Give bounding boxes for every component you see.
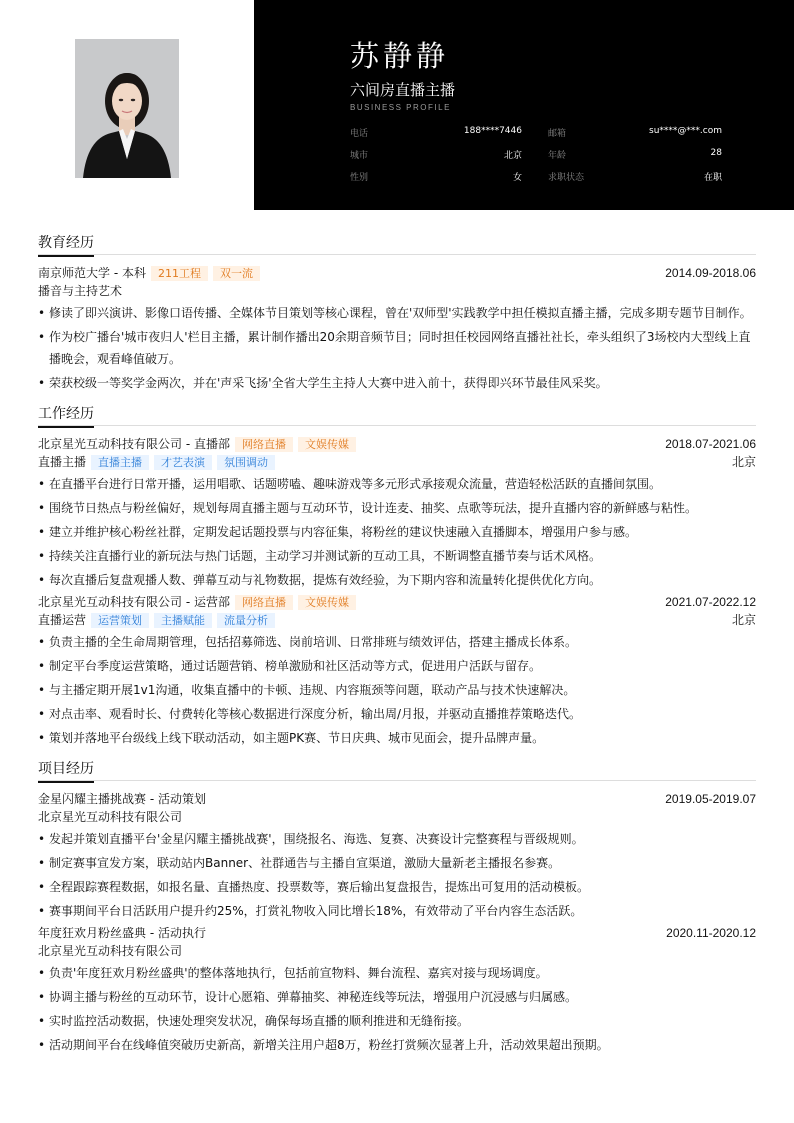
list-item: • 全程跟踪赛程数据，如报名量、直播热度、投票数等，赛后输出复盘报告，提炼出可复用的活动模板。 [38,876,756,898]
info-row [350,170,722,184]
tag-badge: 网络直播 [235,437,293,452]
list-item: • 在直播平台进行日常开播，运用唱歌、话题唠嗑、趣味游戏等多元形式承接观众流量，营造轻松活跃的直播间氛围。 [38,473,756,495]
list-item: • 制定平台季度运营策略，通过话题营销、榜单激励和社区活动等方式，促进用户活跃与留存。 [38,655,756,677]
profile-tag: BUSINESS PROFILE [350,103,451,112]
list-item: • 制定赛事宣发方案，联动站内Banner、社群通告与主播自宣渠道，激励大量新老主播报名参赛。 [38,852,756,874]
project-org: 北京星光互动科技有限公司 [38,944,183,958]
list-item: • 协调主播与粉丝的互动环节，设计心愿箱、弹幕抽奖、神秘连线等玩法，增强用户沉浸感与归属感。 [38,986,756,1008]
skill-badge: 才艺表演 [154,455,212,470]
bullet-list [38,631,756,749]
header-band [254,0,794,210]
list-item: • 对点击率、观看时长、付费转化等核心数据进行深度分析，输出周/月报，并驱动直播推荐策略迭代。 [38,703,756,725]
info-label: 城市 [350,151,369,161]
position-title: 直播主播 [38,455,87,469]
list-item: • 发起并策划直播平台'金星闪耀主播挑战赛'，围绕报名、海选、复赛、决赛设计完整赛程与晋级规则。 [38,828,756,850]
project-name: 金星闪耀主播挑战赛 - 活动策划 [38,792,206,806]
company-name: 北京星光互动科技有限公司 - 直播部 [38,437,230,451]
list-item: • 负责主播的全生命周期管理，包括招募筛选、岗前培训、日常排班与绩效评估，搭建主播成长体系。 [38,631,756,653]
projects-section [38,758,756,1056]
portrait-image [75,39,179,178]
info-value: 女 [512,173,522,183]
date-range: 2019.05-2019.07 [665,792,756,806]
info-row [350,126,722,140]
skill-badge: 流量分析 [217,613,275,628]
tag-badge: 网络直播 [235,595,293,610]
position-row [38,453,756,471]
job-header [38,593,756,611]
tag-badge: 文娱传媒 [298,595,356,610]
list-item: • 修读了即兴演讲、影像口语传播、全媒体节目策划等核心课程，曾在'双师型'实践教学中担任模拟直播主播，完成多期专题节目制作。 [38,302,756,324]
education-section [38,232,756,394]
bullet-list [38,962,756,1056]
date-range: 2014.09-2018.06 [665,266,756,280]
info-label: 邮箱 [548,129,567,139]
date-range: 2021.07-2022.12 [665,595,756,609]
section-title: 项目经历 [38,758,756,781]
info-value: 28 [710,148,722,158]
list-item: • 建立并维护核心粉丝社群，定期发起话题投票与内容征集，将粉丝的建议快速融入直播脚本，增强用户参与感。 [38,521,756,543]
candidate-role: 六间房直播主播 [350,81,456,99]
info-value: su****@***.com [649,126,722,136]
project-header [38,790,756,808]
list-item: • 持续关注直播行业的新玩法与热门话题，主动学习并测试新的互动工具，不断调整直播节奏与话术风格。 [38,545,756,567]
job-header [38,435,756,453]
date-range: 2020.11-2020.12 [666,926,756,940]
list-item: • 与主播定期开展1v1沟通，收集直播中的卡顿、违规、内容瓶颈等问题，联动产品与技术快速解决。 [38,679,756,701]
tag-badge: 文娱传媒 [298,437,356,452]
company-name: 北京星光互动科技有限公司 - 运营部 [38,595,230,609]
info-label: 性别 [350,173,369,183]
list-item: • 赛事期间平台日活跃用户提升约25%，打赏礼物收入同比增长18%，有效带动了平台内容生态活跃。 [38,900,756,922]
school-name: 南京师范大学 - 本科 [38,266,146,280]
list-item: • 活动期间平台在线峰值突破历史新高，新增关注用户超8万，粉丝打赏频次显著上升，活动效果超出预期。 [38,1034,756,1056]
work-section [38,403,756,749]
position-title: 直播运营 [38,613,87,627]
skill-badge: 主播赋能 [154,613,212,628]
section-title: 教育经历 [38,232,756,255]
info-label: 求职状态 [548,173,585,183]
tag-badge: 双一流 [213,266,260,281]
resume-content [38,232,756,1058]
bullet-list [38,473,756,591]
education-header [38,264,756,282]
skill-badge: 运营策划 [91,613,149,628]
major: 播音与主持艺术 [38,284,123,298]
project-name: 年度狂欢月粉丝盛典 - 活动执行 [38,926,206,940]
list-item: • 每次直播后复盘观播人数、弹幕互动与礼物数据，提炼有效经验，为下期内容和流量转化提供优化方向。 [38,569,756,591]
list-item: • 负责'年度狂欢月粉丝盛典'的整体落地执行，包括前宣物料、舞台流程、嘉宾对接与现场调度。 [38,962,756,984]
info-value: 在职 [703,173,722,183]
list-item: • 围绕节日热点与粉丝偏好，规划每周直播主题与互动环节，设计连麦、抽奖、点歌等玩法，提升直播内容的新鲜感与粘性。 [38,497,756,519]
info-label: 电话 [350,129,369,139]
list-item: • 实时监控活动数据，快速处理突发状况，确保每场直播的顺利推进和无缝衔接。 [38,1010,756,1032]
info-label: 年龄 [548,151,567,161]
list-item: • 策划并落地平台级线上线下联动活动，如主题PK赛、节日庆典、城市见面会，提升品牌声量。 [38,727,756,749]
info-value: 188****7446 [463,126,522,136]
info-row [350,148,722,162]
project-org: 北京星光互动科技有限公司 [38,810,183,824]
profile-photo [75,39,179,178]
project-header [38,924,756,942]
date-range: 2018.07-2021.06 [665,437,756,451]
skill-badge: 直播主播 [91,455,149,470]
position-row [38,611,756,629]
info-value: 北京 [503,151,522,161]
job-city: 北京 [731,613,756,627]
job-city: 北京 [731,455,756,469]
bullet-list [38,828,756,922]
skill-badge: 氛围调动 [217,455,275,470]
bullet-list [38,302,756,394]
list-item: • 荣获校级一等奖学金两次，并在'声采飞扬'全省大学生主持人大赛中进入前十，获得即兴环节最佳风采奖。 [38,372,756,394]
section-title: 工作经历 [38,403,756,426]
candidate-name: 苏静静 [350,39,450,73]
list-item: • 作为校广播台'城市夜归人'栏目主播，累计制作播出20余期音频节目；同时担任校园网络直播社社长，牵头组织了3场校内大型线上直播晚会，观看峰值破万。 [38,326,756,370]
tag-badge: 211工程 [151,266,208,281]
